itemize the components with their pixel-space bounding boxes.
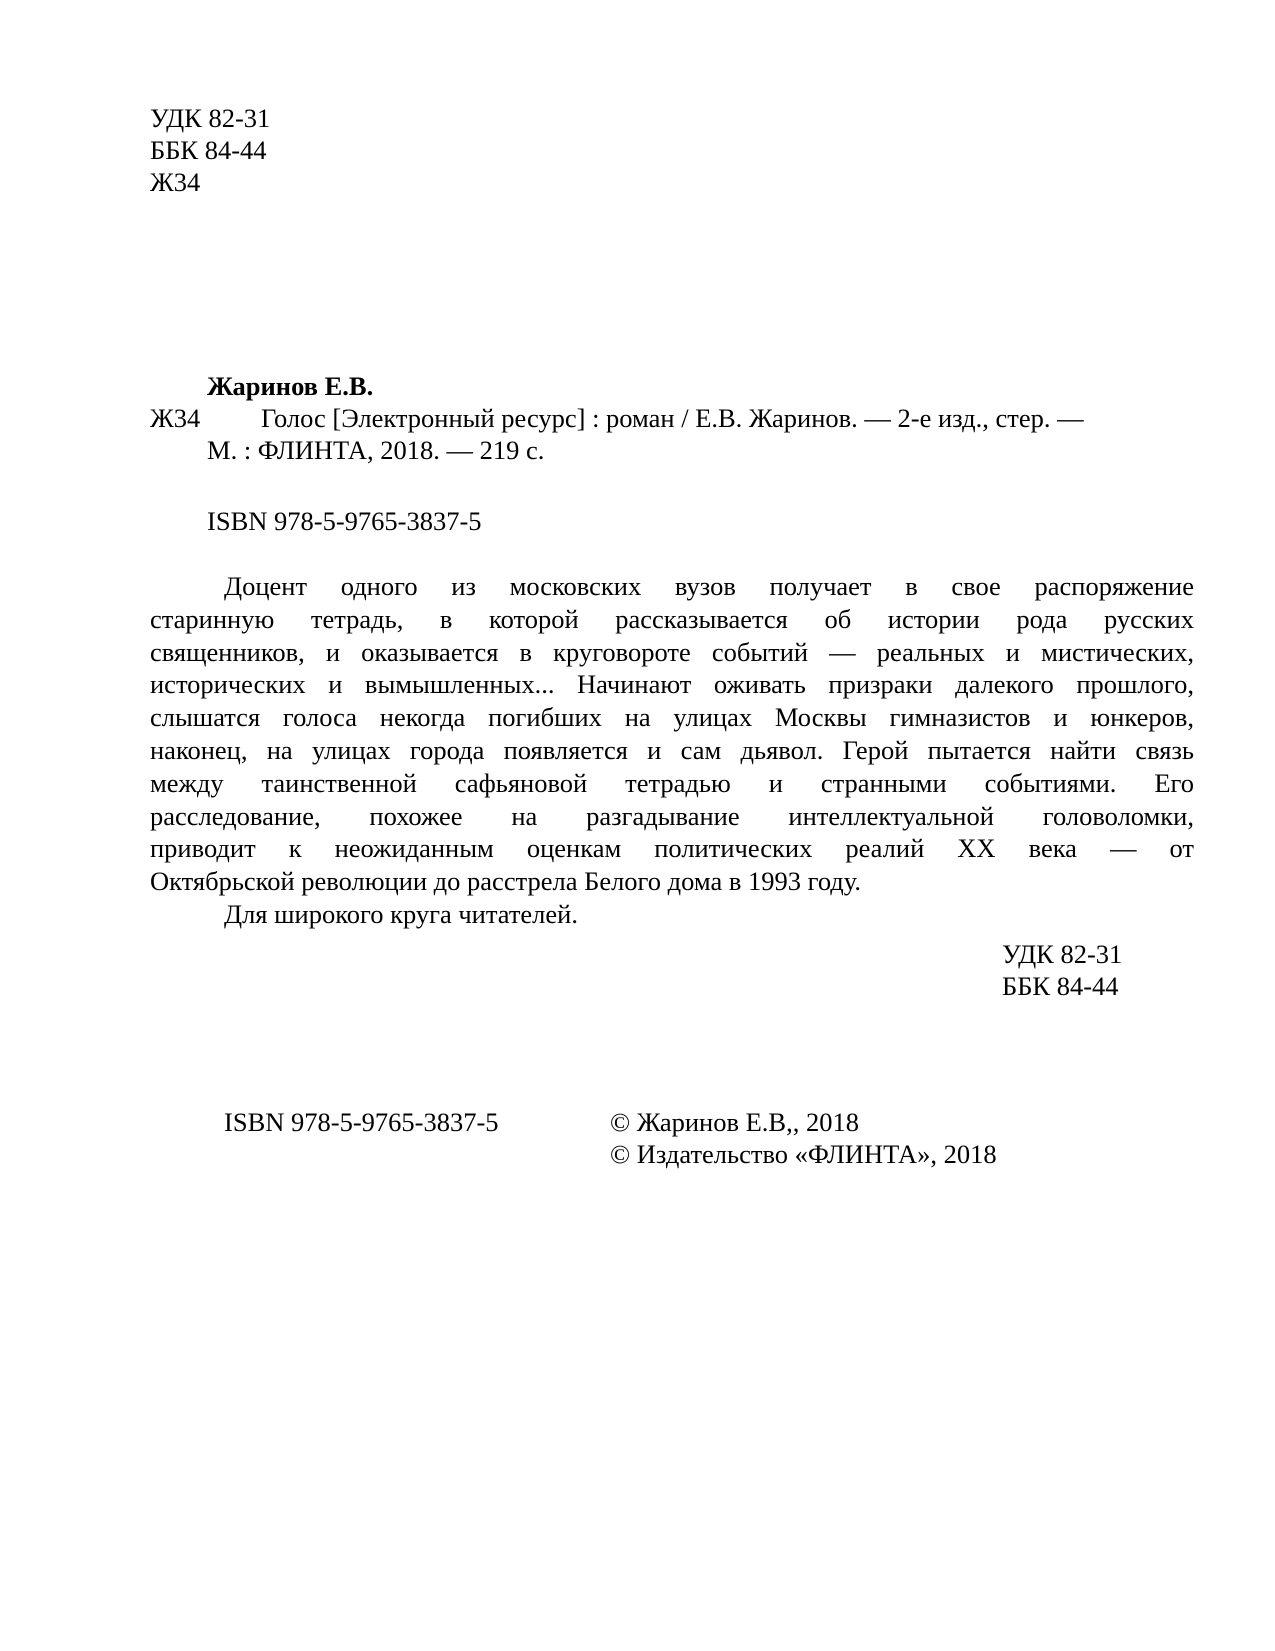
annotation-line: приводит к неожиданным оценкам политических реалий XX века — от: [150, 833, 1194, 864]
record-author-sign: Ж34: [150, 403, 201, 433]
author-copyright: © Жаринов Е.В,, 2018: [610, 1107, 859, 1137]
annotation-line: Октябрьской революции до расстрела Белого дома в 1993 году.: [150, 866, 862, 897]
annotation-line: старинную тетрадь, в которой рассказывается об истории рода русских: [150, 603, 1194, 634]
annotation: [150, 570, 1194, 931]
title-statement: Голос [Электронный ресурс] : роман / Е.В. Жаринов. — 2-е изд., стер. —: [261, 403, 1084, 433]
author-heading: Жаринов Е.В.: [207, 371, 374, 401]
annotation-line: священников, и оказывается в круговороте событий — реальных и мистических,: [150, 636, 1194, 667]
imprint-statement: М. : ФЛИНТА, 2018. — 219 с.: [207, 435, 545, 465]
udk-code: УДК 82-31: [150, 103, 271, 133]
annotation-line: наконец, на улицах города появляется и сам дьявол. Герой пытается найти связь: [150, 734, 1194, 765]
annotation-line: между таинственной сафьяновой тетрадью и странными событиями. Его: [150, 767, 1194, 798]
annotation-line: исторических и вымышленных... Начинают оживать призраки далекого прошлого,: [150, 669, 1194, 700]
annotation-line: Доцент одного из московских вузов получает в свое распоряжение: [224, 571, 1194, 601]
audience-note: Для широкого круга читателей.: [224, 898, 578, 929]
copyright-notice: [610, 1106, 997, 1170]
author-sign: Ж34: [150, 167, 201, 197]
annotation-line: расследование, похожее на разгадывание интеллектуальной головоломки,: [150, 800, 1194, 831]
header-classification-codes: [150, 102, 270, 198]
publisher-copyright: © Издательство «ФЛИНТА», 2018: [610, 1139, 997, 1169]
annotation-line: слышатся голоса некогда погибших на улицах Москвы гимназистов и юнкеров,: [150, 702, 1194, 733]
bbk-code: ББК 84-44: [150, 135, 267, 165]
footer-classification-codes: [1002, 938, 1122, 1002]
udk-code: УДК 82-31: [1002, 939, 1123, 969]
bbk-code: ББК 84-44: [1002, 971, 1119, 1001]
isbn-number: ISBN 978-5-9765-3837-5: [224, 1107, 499, 1137]
isbn-number: ISBN 978-5-9765-3837-5: [207, 506, 482, 536]
